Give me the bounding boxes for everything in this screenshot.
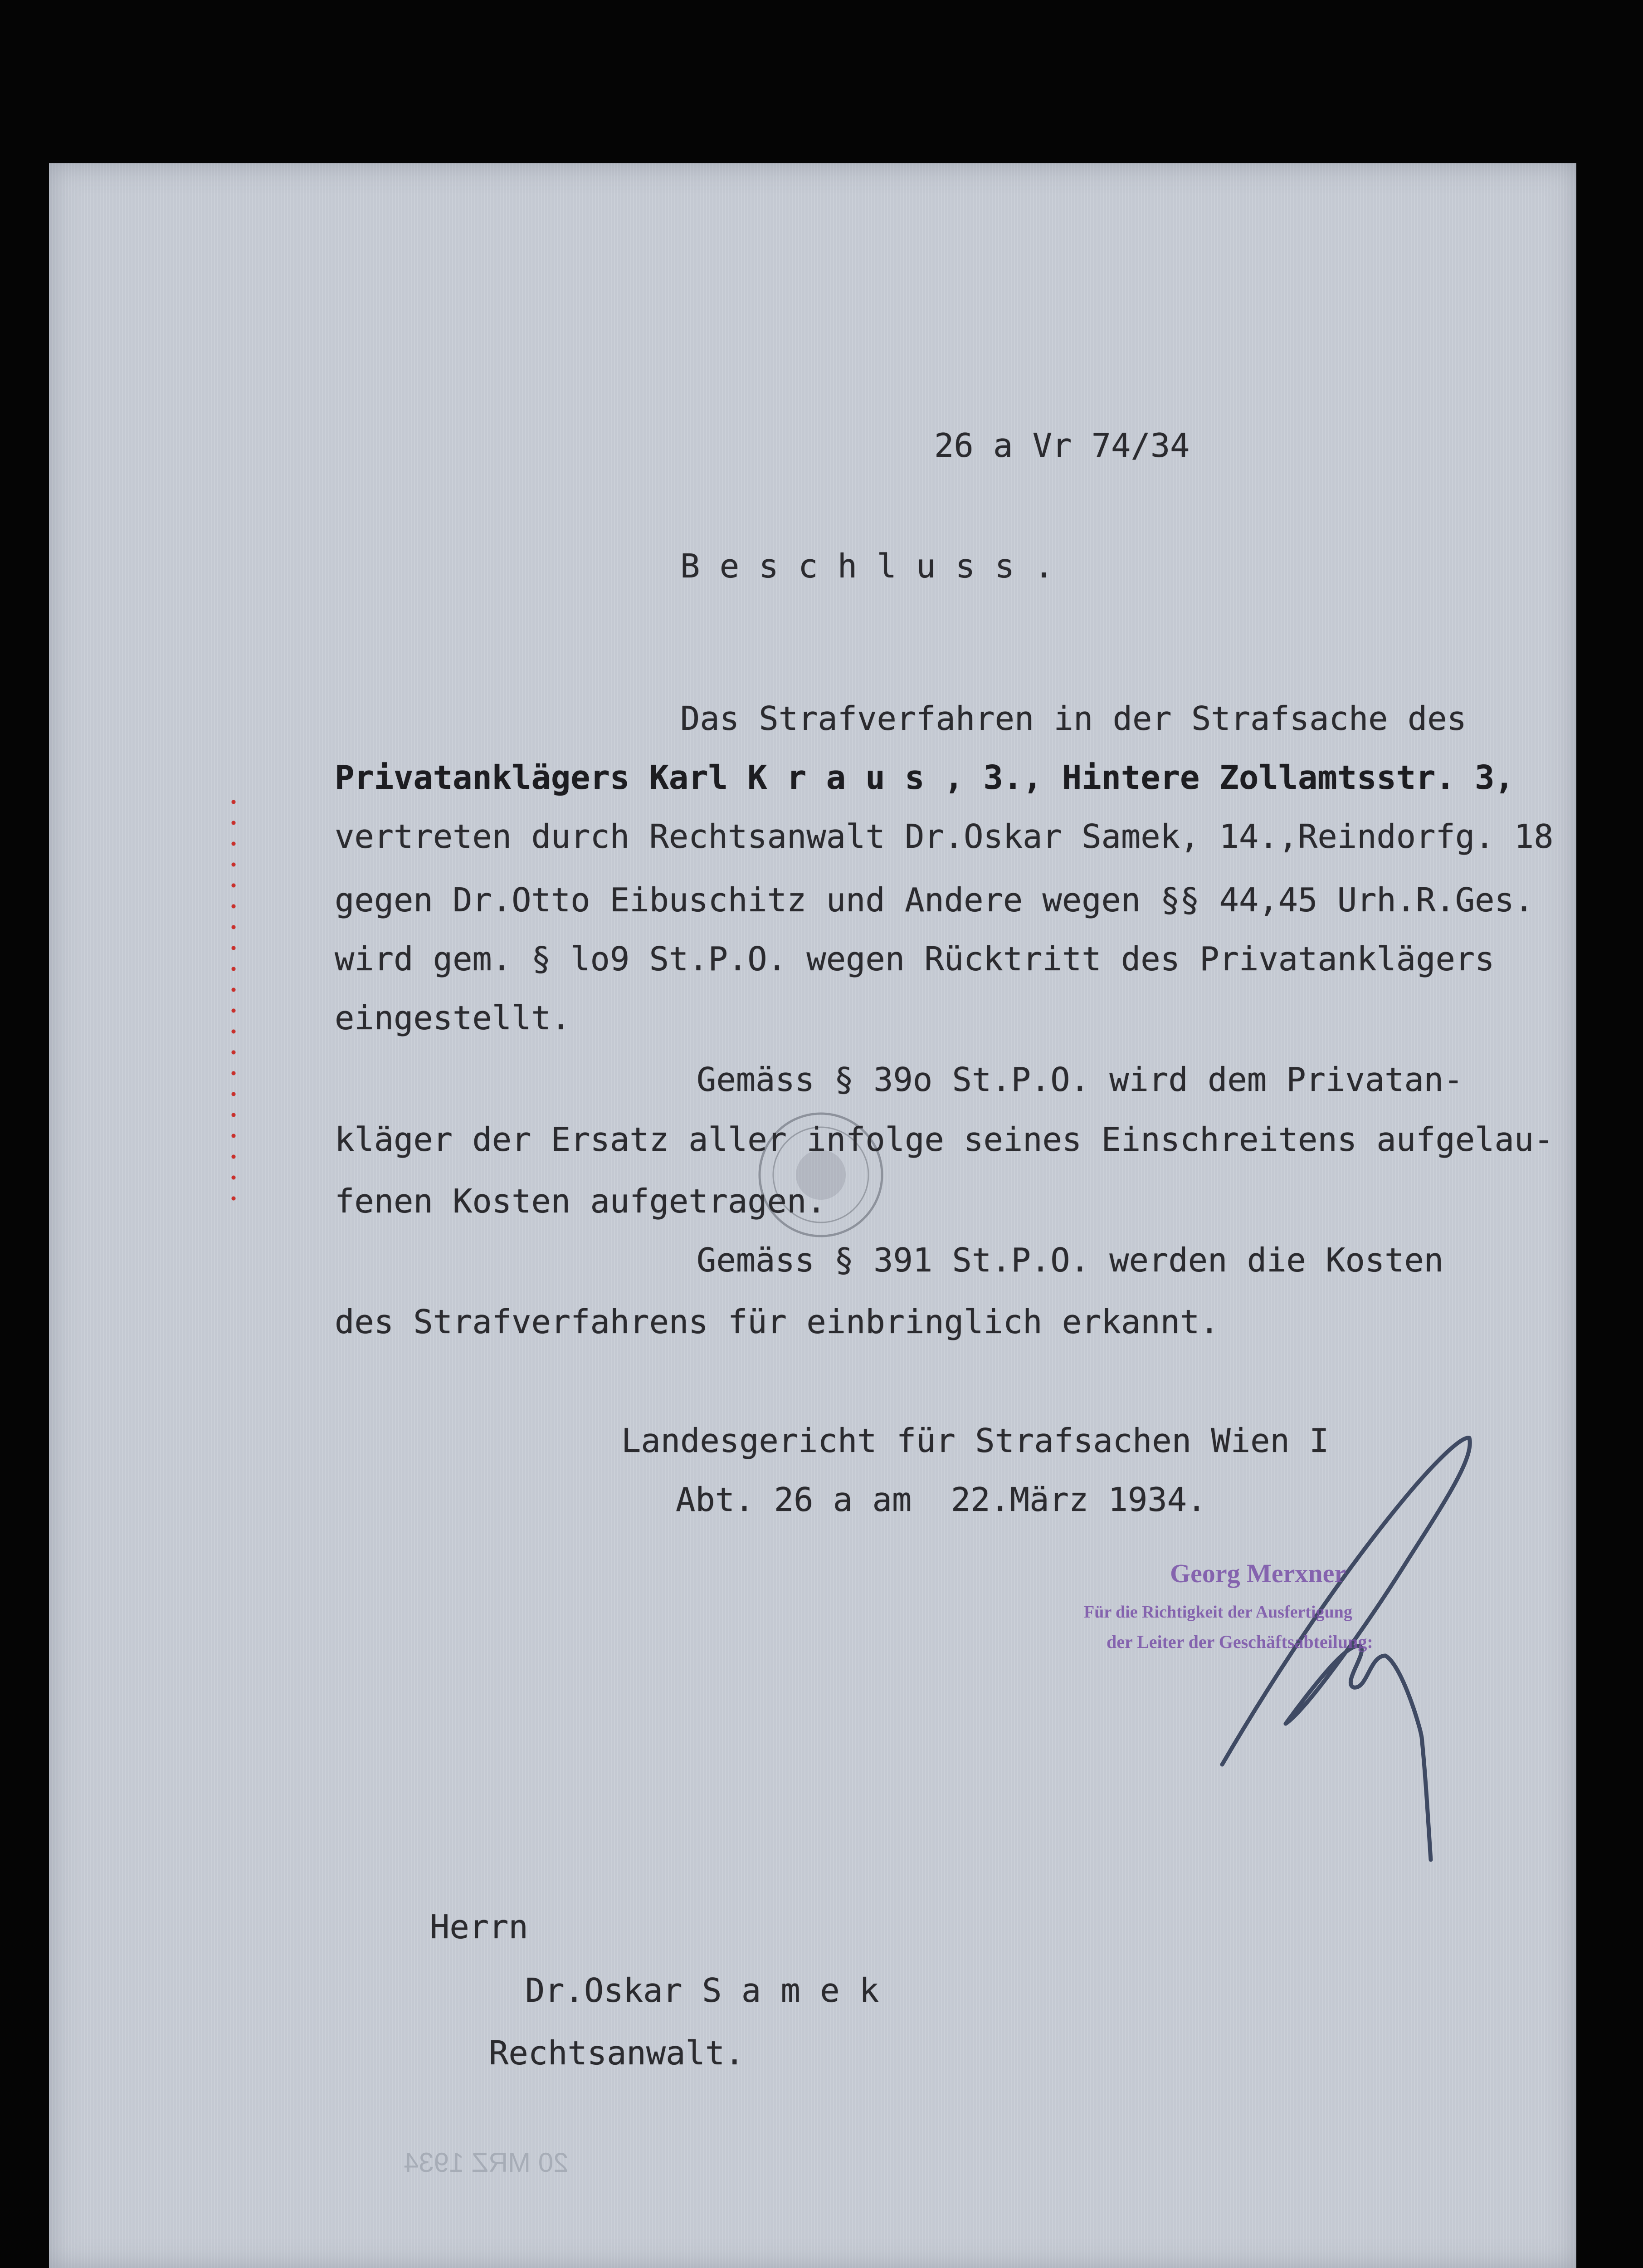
body-line: Gemäss § 39o St.P.O. wird dem Privatan- bbox=[697, 1061, 1463, 1099]
document-heading: B e s c h l u s s . bbox=[680, 547, 1054, 585]
stamp-line: Für die Richtigkeit der Ausfertigung bbox=[1084, 1603, 1352, 1622]
body-line: Gemäss § 391 St.P.O. werden die Kosten bbox=[697, 1241, 1444, 1279]
body-line: gegen Dr.Otto Eibuschitz und Andere wegen §§ 44,45 Urh.R.Ges. bbox=[335, 881, 1534, 919]
court-date: Abt. 26 a am 22.März 1934. bbox=[676, 1481, 1207, 1519]
addressee-name: Dr.Oskar S a m e k bbox=[525, 1971, 879, 2009]
body-line: kläger der Ersatz aller infolge seines Einschreitens aufgelau- bbox=[335, 1120, 1554, 1158]
court-name: Landesgericht für Strafsachen Wien I bbox=[621, 1422, 1329, 1460]
file-number: 26 a Vr 74/34 bbox=[934, 426, 1190, 464]
body-line: vertreten durch Rechtsanwalt Dr.Oskar Samek, 14.,Reindorfg. 18 bbox=[335, 817, 1554, 855]
margin-dots bbox=[230, 792, 237, 1209]
faint-date-stamp: 20 MRZ 1934 bbox=[404, 2147, 569, 2178]
stamp-line: der Leiter der Geschäftsabteilung: bbox=[1107, 1632, 1373, 1652]
addressee-salutation: Herrn bbox=[430, 1908, 528, 1946]
body-line: Das Strafverfahren in der Strafsache des bbox=[680, 699, 1467, 738]
handwritten-signature bbox=[1215, 1429, 1478, 1878]
addressee-title: Rechtsanwalt. bbox=[489, 2034, 745, 2072]
body-line: fenen Kosten aufgetragen. bbox=[335, 1182, 826, 1220]
body-line: wird gem. § lo9 St.P.O. wegen Rücktritt des Privatanklägers bbox=[335, 940, 1495, 978]
stamp-name: Georg Merxner bbox=[1170, 1559, 1346, 1588]
body-line: des Strafverfahrens für einbringlich erkannt. bbox=[335, 1303, 1219, 1341]
body-line: eingestellt. bbox=[335, 999, 571, 1037]
body-line: Privatanklägers Karl K r a u s , 3., Hintere Zollamtsstr. 3, bbox=[335, 758, 1514, 797]
